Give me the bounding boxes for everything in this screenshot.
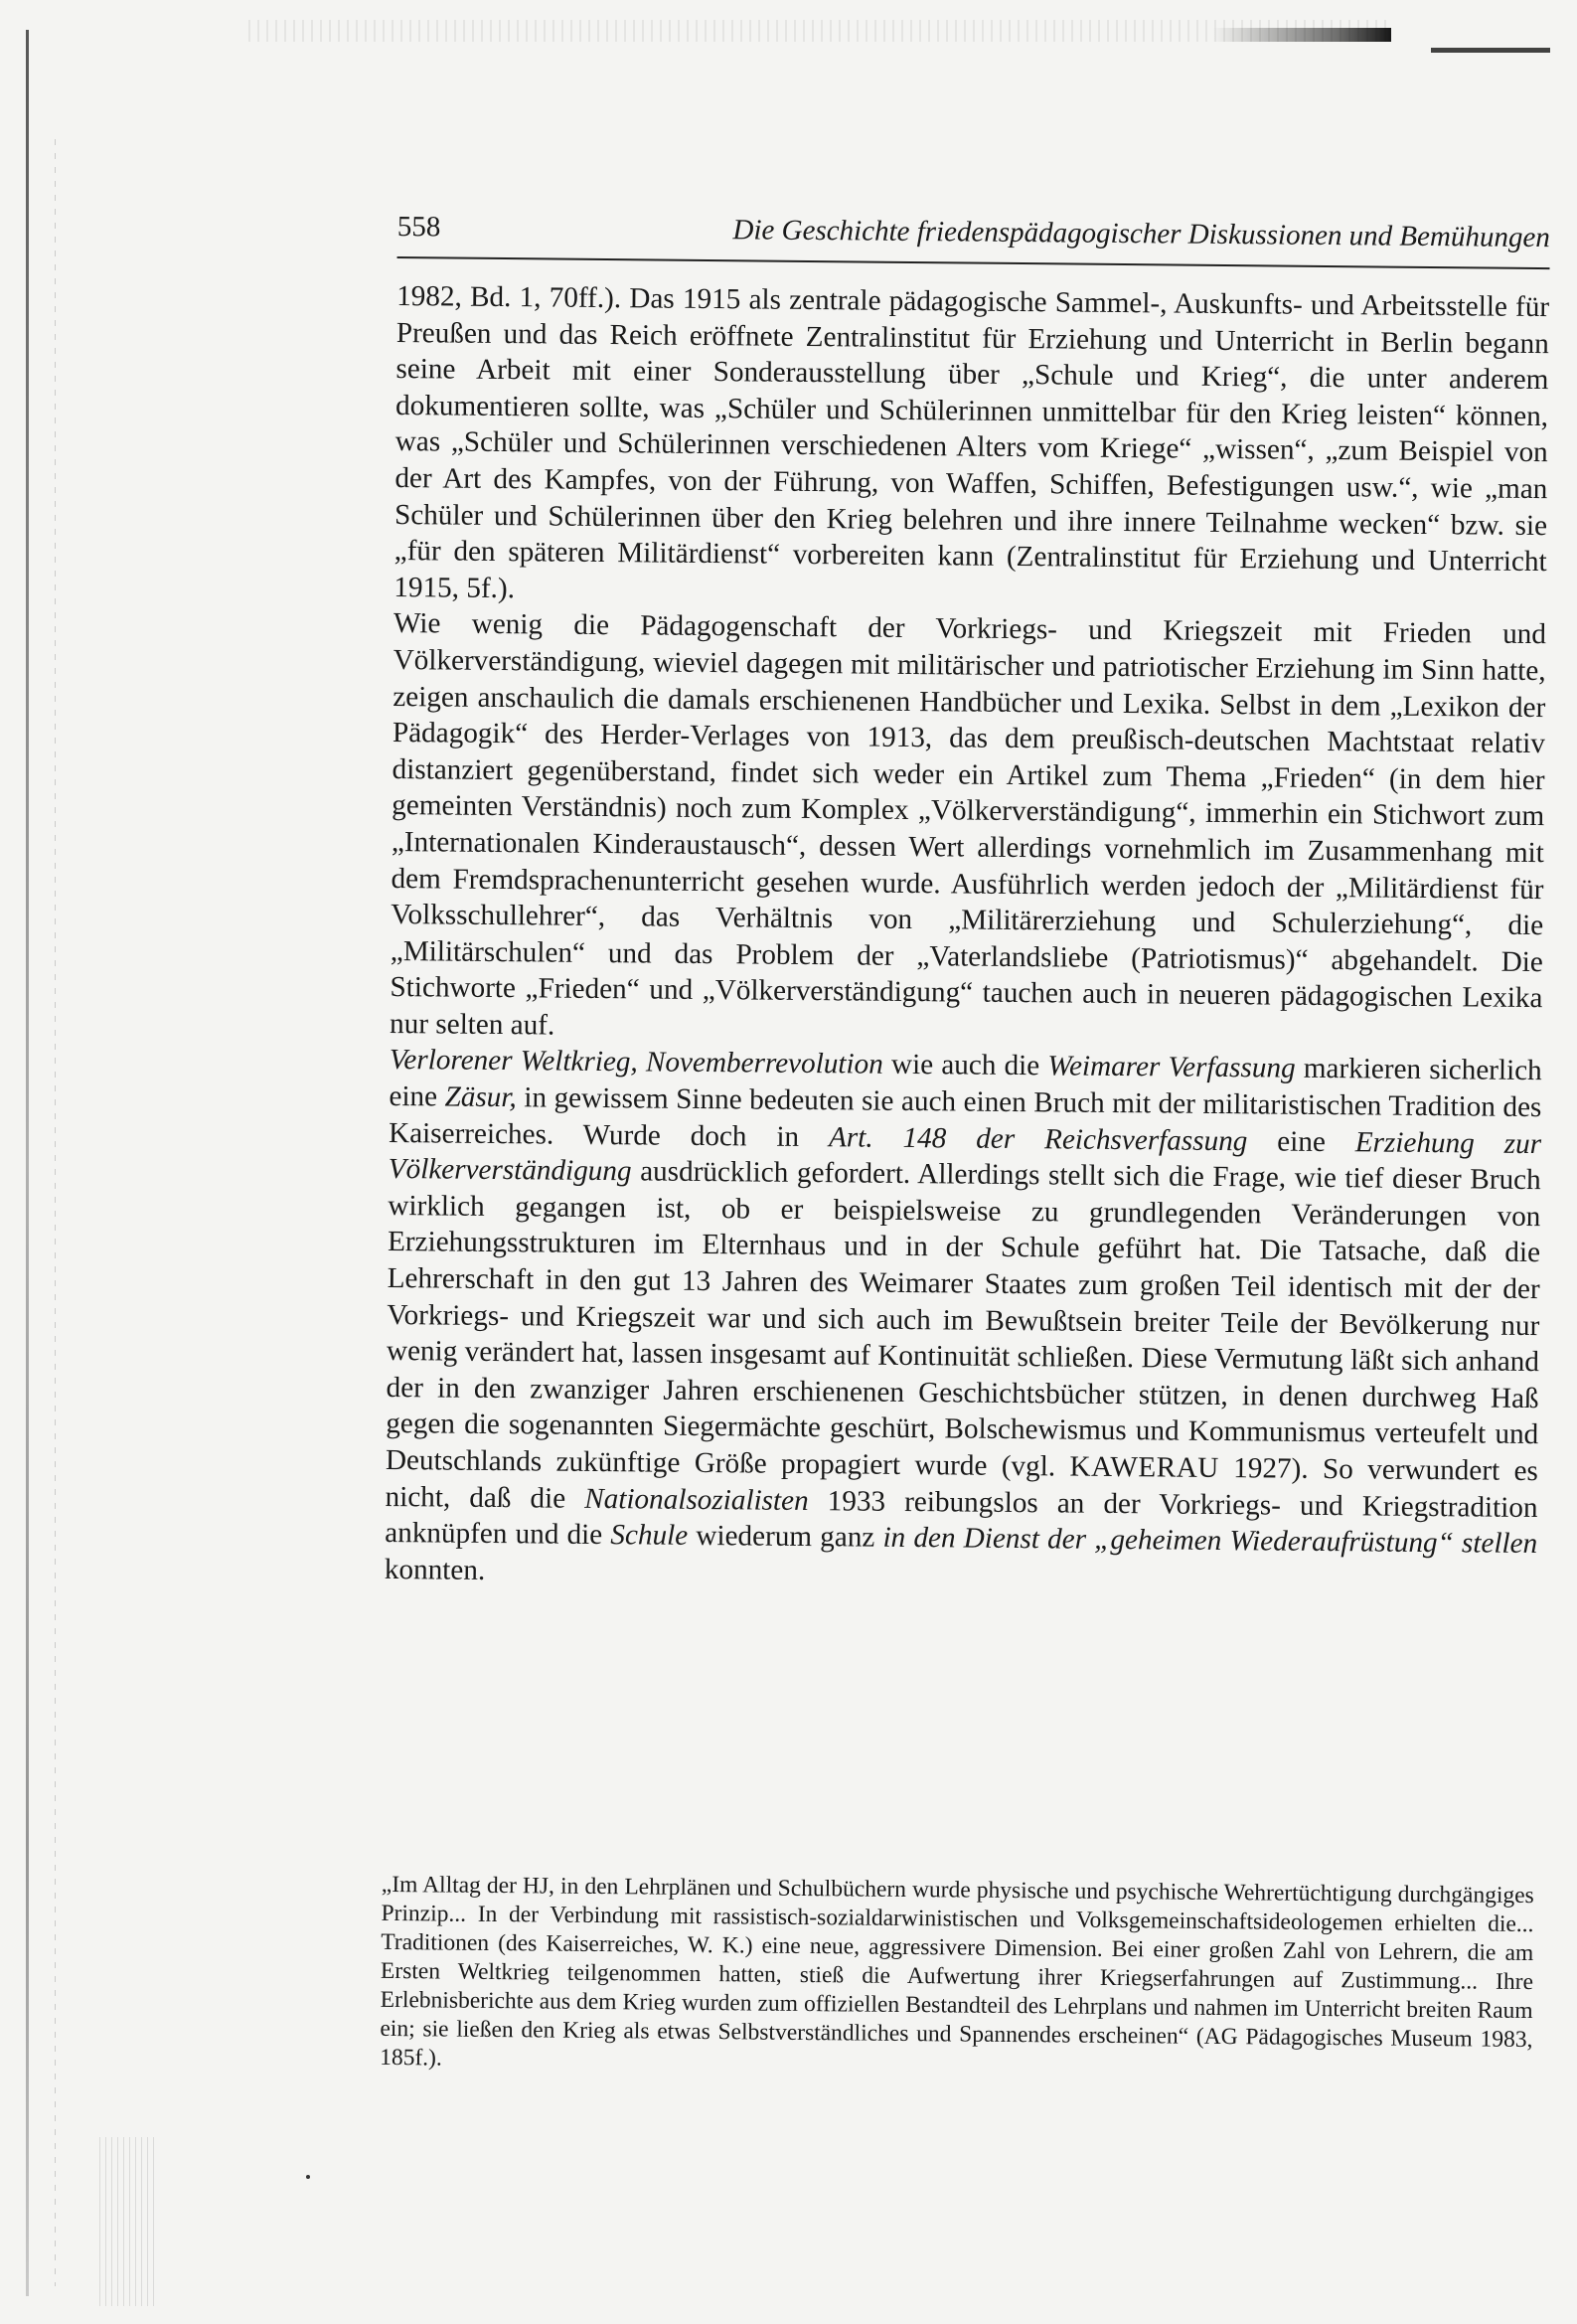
- text-run: markieren sicherlich eine: [389, 1053, 1542, 1113]
- scan-edge-line: [55, 139, 56, 2286]
- text-run: 1927). So verwundert es nicht, daß die: [385, 1451, 1539, 1515]
- text-run: 1933 reibungslos an der Vorkriegs- und Kriegstradition anknüpfen und die: [385, 1484, 1538, 1552]
- scan-top-mark: [1212, 28, 1391, 42]
- emphasis: Erziehung zur Völkerverständigung: [388, 1125, 1542, 1188]
- scan-dot: [306, 2175, 310, 2179]
- emphasis: Schule: [610, 1519, 689, 1553]
- emphasis: Zäsur,: [444, 1080, 517, 1114]
- emphasis: Verlorener Weltkrieg, Novemberrevolution: [389, 1044, 883, 1081]
- text-run: wiederum ganz: [688, 1520, 883, 1554]
- paragraph-2: Wie wenig die Pädagogenschaft der Vorkriegs- und Kriegszeit mit Frieden und Völkerverständigung, wieviel dagegen mit militärischer und patriotischer Erziehung im Sinn hatte, zeigen anschaulich die damals erschienenen Handbücher und Lexika. Selbst in dem „Lexikon der Pädagogik“ des Herder-Verlages von 1913, das dem preußisch-deutschen Machtstaat relativ distanziert gegenüberstand, findet sich weder ein Artikel zum Thema „Frieden“ (in dem hier gemeinten Verständnis) noch zum Komplex „Völkerverständigung“, immerhin ein Stichwort zum „Internationalen Kinderaustausch“, dessen Wert allerdings vornehmlich im Zusammenhang mit dem Fremdsprachenunterricht gesehen wurde. Ausführlich werden jedoch der „Militärdienst für Volksschullehrer“, das Verhältnis von „Militärerziehung und Schulerziehung“, die „Militärschulen“ und das Problem der „Vaterlandsliebe (Patriotismus)“ abgehandelt. Die Stichworte „Frieden“ und „Völkerverständigung“ tauchen auch in neueren pädagogischen Lexika nur selten auf.: [389, 607, 1547, 1042]
- running-head-title: Die Geschichte friedenspädagogischer Diskussionen und Bemühungen: [732, 214, 1550, 254]
- text-run: wie auch die: [882, 1049, 1048, 1082]
- scan-top-mark-line: [1431, 48, 1550, 53]
- emphasis: in den Dienst der „geheimen Wiederaufrüstung“ stellen: [882, 1521, 1538, 1561]
- scan-edge-shadow: [26, 30, 29, 2296]
- text-run: ausdrücklich gefordert. Allerdings stellt sich die Frage, wie tief dieser Bruch wirklich gegangen ist, ob er beispielsweise zu grundlegenden Veränderungen von Erziehungsstrukturen im Elternhaus und in der Schule geführt hat. Die Tatsache, daß die Lehrerschaft in den gut 13 Jahren des Weimarer Staates zum großen Teil identisch mit der der Vorkriegs- und Kriegszeit war und sich auch im Bewußtsein breiter Teile der Bevölkerung nur wenig verändert hat, lassen insgesamt auf Kontinuität schließen. Diese Vermutung läßt sich anhand der in den zwanziger Jahren erschienenen Geschichtsbücher stützen, in denen durchweg Haß gegen die sogenannten Siegermächte geschürt, Bolschewismus und Kommunismus verteufelt und Deutschlands zukünftige Größe propagiert wurde (vgl.: [385, 1155, 1541, 1483]
- page-number: 558: [396, 211, 441, 244]
- book-page: [380, 211, 1550, 2072]
- block-quote: „Im Alltag der HJ, in den Lehrplänen und Schulbüchern wurde physische und psychische Wehrertüchtigung durchgängiges Prinzip... In der Verbindung mit rassistisch-sozialdarwinistischen und Volksgemeinschaftsideologemen erhielten die... Traditionen (des Kaiserreiches, W. K.) eine neue, aggressivere Dimension. Bei einer großen Zahl von Lehrern, die am Ersten Weltkrieg teilgenommen hatten, stieß die Aufwertung ihrer Kriegserfahrungen auf Zustimmung... Ihre Erlebnisberichte aus dem Krieg wurden zum offiziellen Bestandteil des Lehrplans und nahmen im Unterricht breiten Raum ein; sie ließen den Krieg als etwas Selbstverständliches und Spannendes erscheinen“ (AG Pädagogisches Museum 1983, 185f.).: [380, 1871, 1534, 2072]
- text-run: konnten.: [384, 1553, 486, 1586]
- body-text: [385, 278, 1550, 1598]
- running-head: [397, 211, 1550, 269]
- emphasis: Nationalsozialisten: [584, 1482, 809, 1517]
- author-citation: KAWERAU: [1069, 1450, 1219, 1484]
- paragraph-1: 1982, Bd. 1, 70ff.). Das 1915 als zentrale pädagogische Sammel-, Auskunfts- und Arbeitsstelle für Preußen und das Reich eröffnete Zentralinstitut für Erziehung und Unterricht in Berlin begann seine Arbeit mit einer Sonderausstellung über „Schule und Krieg“, die unter anderem dokumentieren sollte, was „Schüler und Schülerinnen unmittelbar für den Krieg leisten“ können, was „Schüler und Schülerinnen verschiedenen Alters vom Kriege“ „wissen“, „zum Beispiel von der Art des Kampfes, von der Führung, von Waffen, Schiffen, Befestigungen usw.“, wie „man Schüler und Schülerinnen über den Krieg belehren und ihre innere Teilnahme wecken“ bzw. sie „für den späteren Militärdienst“ vorbereiten kann (Zentralinstitut für Erziehung und Unterricht 1915, 5f.).: [394, 279, 1550, 604]
- emphasis: Art. 148 der Reichsverfassung: [828, 1120, 1248, 1157]
- emphasis: Weimarer Verfassung: [1047, 1050, 1296, 1085]
- paragraph-3: [385, 1042, 1542, 1598]
- text-run: eine: [1247, 1124, 1355, 1158]
- scan-edge-noise: [99, 2137, 159, 2306]
- text-run: in gewissem Sinne bedeuten sie auch einen Bruch mit der militaristischen Tradition des Kaiserreiches. Wurde doch in: [388, 1081, 1542, 1153]
